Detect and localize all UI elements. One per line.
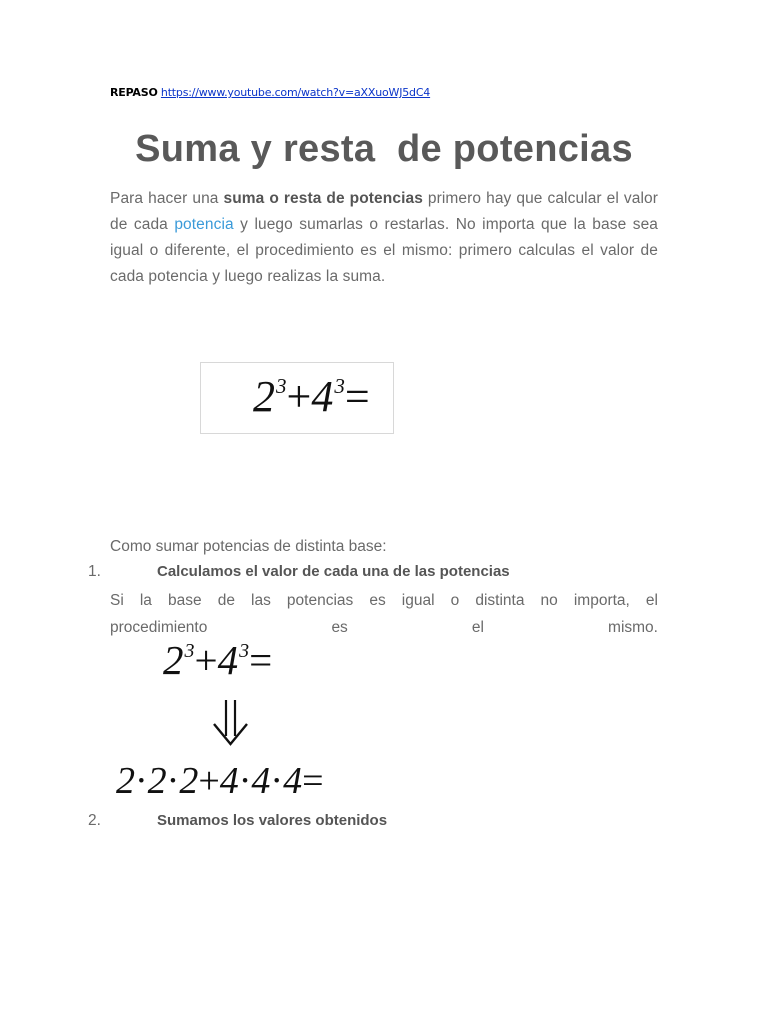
double-down-arrow-icon [210,698,252,746]
formula-plus: + [286,372,312,421]
step-title: Calculamos el valor de cada una de las potencias [157,563,510,580]
formula-factor: 2 [147,760,167,802]
formula-equals: = [249,637,273,683]
intro-paragraph [110,186,658,290]
formula-equals: = [302,760,324,802]
intro-text-1: Para hacer una [110,190,224,207]
formula-base: 2 [253,372,275,421]
section-heading: Como sumar potencias de distinta base: [110,538,387,555]
step-number: 1. [88,563,101,580]
intro-text-2: primero hay que calcular el valor de cada [110,190,658,233]
formula-plus: + [194,637,218,683]
formula-factor: 2 [179,760,199,802]
formula-expanded [116,756,324,806]
formula-factor: 4 [219,760,239,802]
formula-dot: · [270,760,284,802]
formula-dot: · [166,760,180,802]
formula-exponent: 3 [239,640,250,662]
repaso-link[interactable]: https://www.youtube.com/watch?v=aXXuoWJ5dC4 [160,86,431,99]
step-number: 2. [88,812,101,829]
formula-exponent: 3 [184,640,195,662]
repaso-label: REPASO [110,86,158,99]
formula-factor: 2 [116,760,135,802]
repaso-line [110,86,430,99]
formula-factor: 4 [251,760,271,802]
potencia-link[interactable]: potencia [174,216,234,233]
formula-equals: = [344,372,370,421]
formula-factor: 4 [283,760,303,802]
page-title: Suma y resta de potencias [135,128,633,170]
formula-base: 2 [163,637,184,683]
step-description-line: Si la base de las potencias es igual o distinta no importa, el [110,592,658,609]
formula-base: 4 [217,637,239,683]
formula-exponent: 3 [276,374,287,398]
formula-sum-powers-2 [163,632,272,696]
step-title: Sumamos los valores obtenidos [157,812,388,829]
formula-exponent: 3 [334,374,345,398]
formula-base: 4 [311,372,334,421]
formula-dot: · [238,760,252,802]
formula-image [200,362,394,434]
intro-bold: suma o resta de potencias [223,190,423,207]
formula-dot: · [135,760,148,802]
formula-sum-powers [253,369,370,432]
step-description-line: procedimiento es el mismo. [110,619,658,636]
intro-text-3: y luego sumarlas o restarlas. No importa que la base sea igual o diferente, el procedimiento es el mismo: primero calculas el valor de cada potencia y luego realizas la suma. [110,216,659,285]
formula-plus: + [198,760,220,802]
